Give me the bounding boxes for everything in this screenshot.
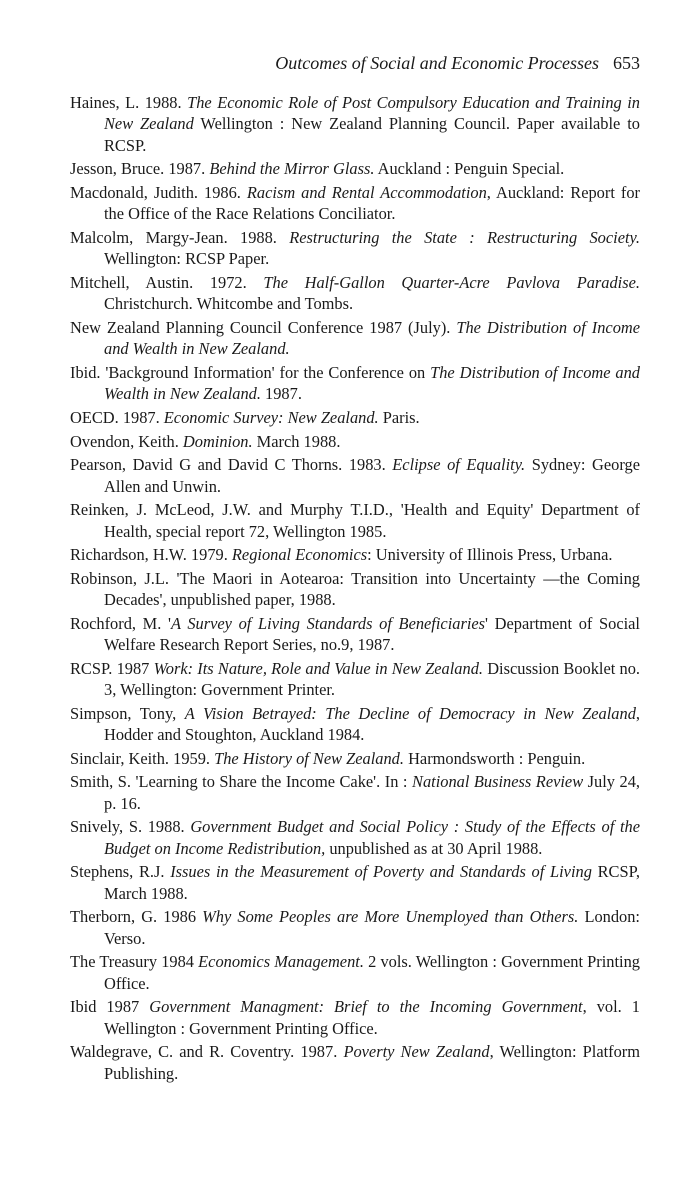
reference-text: Macdonald, Judith. 1986. — [70, 183, 247, 202]
reference-entry — [70, 454, 640, 497]
reference-title: Racism and Rental Accommodation — [246, 183, 487, 202]
reference-text: Robinson, J.L. 'The Maori in Aotearoa: Transition into Uncertainty —the Coming Decades', unpublished paper, 1988. — [70, 568, 640, 610]
reference-entry — [70, 499, 640, 542]
page-number: 653 — [613, 53, 640, 73]
reference-entry — [70, 92, 640, 156]
reference-text: Wellington : New Zealand Planning Council. Paper available to RCSP. — [104, 114, 641, 155]
reference-title: A Vision Betrayed: The Decline of Democracy in New Zealand — [184, 703, 636, 723]
reference-entry — [70, 182, 640, 225]
reference-entry — [70, 544, 640, 565]
reference-text: Mitchell, Austin. 1972. — [70, 273, 264, 292]
reference-text: OECD. 1987. — [70, 408, 164, 427]
reference-text: , vol. 1 Wellington : Government Printing Office. — [104, 997, 640, 1038]
reference-title: Government Budget and Social Policy : Study of the Effects of the Budget on Income Redistribution, — [104, 817, 640, 858]
reference-title: Restructuring the State : Restructuring Society. — [289, 228, 640, 247]
reference-title: The Economic Role of Post Compulsory Education and Training in New Zealand — [104, 93, 640, 134]
reference-text: : University of Illinois Press, Urbana. — [367, 545, 613, 565]
reference-text: Ovendon, Keith. — [70, 431, 183, 451]
reference-text: RCSP. 1987 — [70, 658, 154, 678]
reference-title: Economic Survey: New Zealand. — [163, 408, 379, 427]
reference-entry — [70, 317, 640, 360]
reference-entry — [70, 431, 640, 452]
reference-entry — [70, 748, 640, 769]
reference-title: National Business Review — [412, 772, 584, 792]
running-title: Outcomes of Social and Economic Processes — [275, 53, 599, 73]
reference-text: Sydney: George Allen and Unwin. — [104, 455, 640, 496]
reference-text: Paris. — [378, 408, 420, 427]
reference-entry — [70, 906, 640, 949]
reference-title: Regional Economics — [231, 545, 368, 565]
reference-text: Snively, S. 1988. — [70, 817, 191, 837]
reference-text: London: Verso. — [104, 907, 640, 948]
reference-text: Stephens, R.J. — [70, 862, 171, 882]
reference-title: Poverty New Zealand — [343, 1042, 490, 1062]
reference-title: Why Some Peoples are More Unemployed than Others. — [202, 907, 579, 927]
reference-text: Smith, S. 'Learning to Share the Income Cake'. In : — [70, 772, 413, 792]
reference-title: Behind the Mirror Glass. — [209, 159, 375, 179]
reference-title: Dominion. — [182, 431, 253, 451]
reference-text: , Wellington: Platform Publishing. — [104, 1042, 641, 1083]
reference-text: Harmondsworth : Penguin. — [403, 748, 586, 768]
reference-text: 2 vols. Wellington : Government Printing Office. — [104, 952, 641, 993]
reference-text: 1987. — [260, 384, 302, 404]
reference-text: Malcolm, Margy-Jean. 1988. — [70, 228, 290, 247]
reference-text: Waldegrave, C. and R. Coventry. 1987. — [70, 1042, 344, 1062]
reference-title: Issues in the Measurement of Poverty and Standards of Living — [170, 862, 592, 882]
reference-title: Government Managment: Brief to the Incoming Government — [149, 997, 583, 1017]
reference-entry — [70, 816, 640, 859]
reference-entry — [70, 658, 640, 701]
reference-entry — [70, 158, 640, 179]
reference-text: , Hodder and Stoughton, Auckland 1984. — [104, 703, 640, 745]
reference-title: Economics Management. — [198, 952, 364, 972]
reference-text: Ibid 1987 — [70, 997, 150, 1017]
reference-text: Jesson, Bruce. 1987. — [70, 159, 210, 179]
reference-text: ' Department of Social Welfare Research Report Series, no.9, 1987. — [104, 613, 640, 655]
reference-text: Pearson, David G and David C Thorns. 1983. — [70, 455, 393, 475]
reference-list — [70, 92, 640, 1086]
reference-text: Discussion Booklet no. 3, Wellington: Government Printer. — [104, 658, 640, 700]
page-header — [70, 50, 640, 76]
reference-entry — [70, 861, 640, 904]
reference-text: unpublished as at 30 April 1988. — [325, 838, 543, 858]
reference-text: March 1988. — [252, 431, 341, 451]
reference-entry — [70, 771, 640, 814]
reference-text: Christchurch. Whitcombe and Tombs. — [104, 294, 354, 314]
reference-title: A Survey of Living Standards of Beneficiaries — [170, 613, 486, 633]
reference-text: Therborn, G. 1986 — [70, 907, 203, 927]
reference-text: RCSP, March 1988. — [104, 862, 640, 903]
reference-title: Eclipse of Equality. — [392, 455, 526, 475]
reference-entry — [70, 951, 640, 994]
reference-text: Rochford, M. ' — [70, 613, 171, 633]
reference-title: The History of New Zealand. — [214, 748, 404, 768]
reference-title: Work: Its Nature, Role and Value in New Zealand. — [153, 658, 483, 678]
reference-text: , Auckland: Report for the Office of the Race Relations Conciliator. — [104, 183, 640, 224]
reference-title: The Half-Gallon Quarter-Acre Pavlova Paradise. — [263, 273, 640, 292]
reference-entry — [70, 996, 640, 1039]
reference-text: July 24, p. 16. — [104, 772, 641, 813]
reference-entry — [70, 568, 640, 611]
reference-entry — [70, 227, 640, 270]
reference-text: Richardson, H.W. 1979. — [70, 545, 232, 565]
reference-text: Sinclair, Keith. 1959. — [70, 748, 215, 768]
reference-entry — [70, 272, 640, 315]
reference-text: Haines, L. 1988. — [70, 93, 188, 112]
reference-entry — [70, 1041, 640, 1084]
reference-text: Auckland : Penguin Special. — [374, 159, 565, 179]
reference-text: The Treasury 1984 — [70, 952, 199, 972]
reference-text: Wellington: RCSP Paper. — [104, 249, 270, 269]
reference-entry — [70, 703, 640, 746]
reference-text: New Zealand Planning Council Conference 1987 (July). — [70, 318, 457, 337]
reference-entry — [70, 613, 640, 656]
reference-title: The Distribution of Income and Wealth in New Zealand. — [104, 318, 641, 359]
reference-text: Reinken, J. McLeod, J.W. and Murphy T.I.D., 'Health and Equity' Department of Health, special report 72, Wellington 1985. — [70, 500, 640, 541]
reference-entry — [70, 407, 640, 428]
reference-entry — [70, 362, 640, 405]
reference-title: The Distribution of Income and Wealth in New Zealand. — [104, 363, 640, 404]
reference-text: Ibid. 'Background Information' for the Conference on — [70, 363, 431, 382]
reference-text: Simpson, Tony, — [70, 703, 185, 723]
